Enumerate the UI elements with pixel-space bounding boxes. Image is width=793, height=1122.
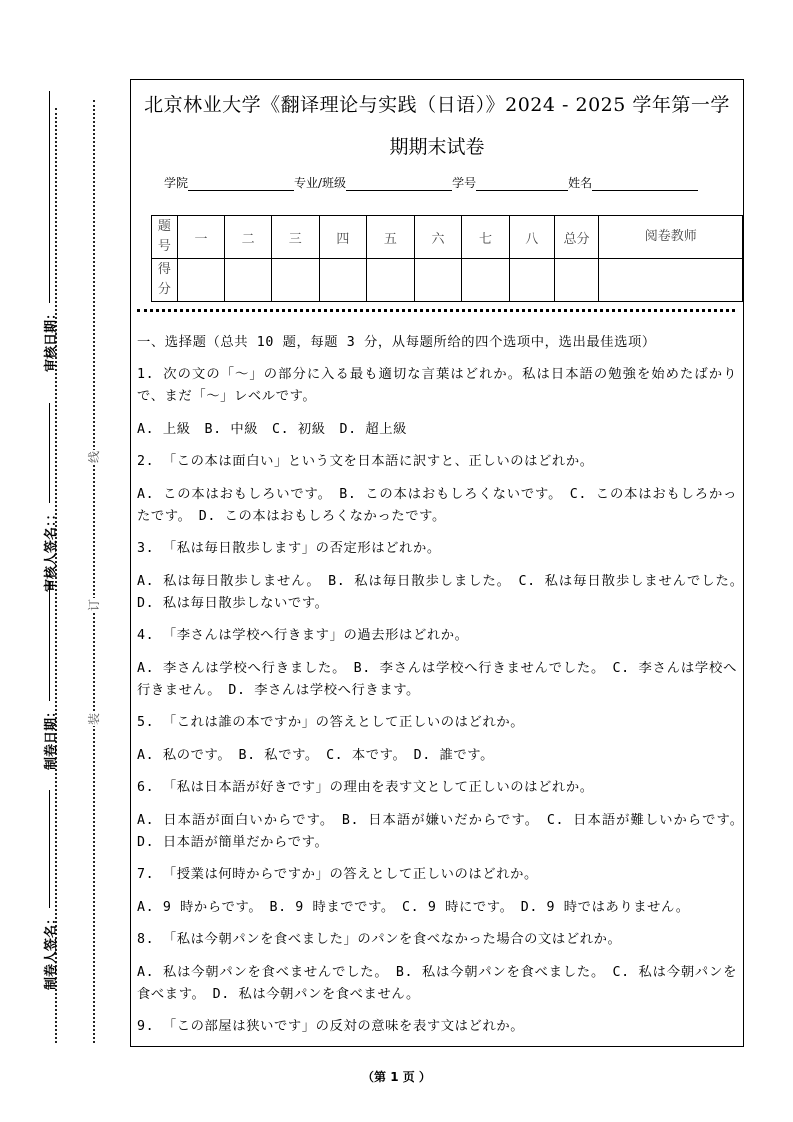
col-6: 六 — [414, 216, 462, 259]
question-3: 3. 「私は毎日散歩します」の否定形はどれか。 — [137, 541, 441, 556]
student-id-input[interactable] — [476, 178, 568, 191]
score-cell-8[interactable] — [509, 259, 554, 302]
question-8-options: A. 私は今朝パンを食べませんでした。 B. 私は今朝パンを食べました。 C. 私は今朝パンを食べます。 D. 私は今朝パンを食べません。 — [137, 964, 737, 1002]
college-label: 学院 — [164, 176, 189, 190]
section-multiple-choice — [137, 332, 751, 1049]
question-9: 9. 「この部屋は狭いです」の反対の意味を表す文はどれか。 — [137, 1019, 525, 1034]
score-cell-grader[interactable] — [599, 259, 743, 302]
question-4: 4. 「李さんは学校へ行きます」の過去形はどれか。 — [137, 628, 469, 643]
question-5: 5. 「これは誰の本ですか」の答えとして正しいのはどれか。 — [137, 715, 525, 730]
col-4: 四 — [319, 216, 367, 259]
binding-mark-zhuang: 装 — [86, 713, 101, 726]
score-table — [151, 215, 743, 302]
reviewer-signature-label: 审核人签名：： — [44, 507, 59, 592]
score-cell-4[interactable] — [319, 259, 367, 302]
paper-date-blank[interactable] — [49, 581, 50, 701]
binding-dotted-line-inner — [93, 100, 95, 1043]
question-6-options: A. 日本語が面白いからです。 B. 日本語が嫌いだからです。 C. 日本語が難しいからです。 D. 日本語が簡単だからです。 — [137, 812, 751, 850]
question-1-options: A. 上級 B. 中級 C. 初級 D. 超上級 — [137, 421, 408, 437]
col-2: 二 — [225, 216, 272, 259]
name-label: 姓名 — [568, 176, 593, 190]
paper-maker-signature-blank[interactable] — [49, 790, 50, 908]
question-1: 1. 次の文の「～」の部分に入る最も適切な言葉はどれか。私は日本語の勉強を始めたばかりで、まだ「～」レベルです。 — [137, 367, 737, 404]
score-cell-5[interactable] — [367, 259, 415, 302]
score-head: 得分 — [152, 259, 178, 302]
question-number-head: 题号 — [152, 216, 178, 259]
score-cell-3[interactable] — [272, 259, 320, 302]
major-class-label: 专业/班级 — [294, 176, 347, 190]
question-4-options: A. 李さんは学校へ行きました。 B. 李さんは学校へ行きませんでした。 C. 李さんは学校へ行きません。 D. 李さんは学校へ行きます。 — [137, 660, 737, 698]
review-date-blank[interactable] — [49, 91, 50, 303]
score-cell-7[interactable] — [462, 259, 510, 302]
exam-subtitle: 期期末试卷 — [389, 136, 485, 158]
question-6: 6. 「私は日本語が好きです」の理由を表す文として正しいのはどれか。 — [137, 780, 594, 795]
score-table-score-row — [152, 259, 743, 302]
review-date-label: 审核日期： — [44, 306, 59, 372]
reviewer-signature-blank[interactable] — [49, 403, 50, 503]
score-cell-total[interactable] — [554, 259, 599, 302]
col-8: 八 — [509, 216, 554, 259]
question-2: 2. 「この本は面白い」という文を日本語に訳すと、正しいのはどれか。 — [137, 454, 594, 469]
student-id-label: 学号 — [452, 176, 477, 190]
page-number: （第 1 页 ） — [362, 1070, 431, 1084]
score-cell-1[interactable] — [177, 259, 225, 302]
question-2-options: A. この本はおもしろいです。 B. この本はおもしろくないです。 C. この本はおもしろかったです。 D. この本はおもしろくなかったです。 — [137, 486, 737, 524]
question-5-options: A. 私のです。 B. 私です。 C. 本です。 D. 誰です。 — [137, 747, 494, 763]
col-total: 总分 — [554, 216, 599, 259]
col-7: 七 — [462, 216, 510, 259]
question-7: 7. 「授業は何時からですか」の答えとして正しいのはどれか。 — [137, 867, 538, 882]
question-8: 8. 「私は今朝パンを食べました」のパンを食べなかった場合の文はどれか。 — [137, 932, 622, 947]
score-cell-6[interactable] — [414, 259, 462, 302]
col-grader: 阅卷教师 — [599, 216, 743, 259]
paper-maker-signature-label: 制卷人签名： — [44, 911, 59, 990]
name-input[interactable] — [592, 178, 698, 191]
score-cell-2[interactable] — [225, 259, 272, 302]
col-3: 三 — [272, 216, 320, 259]
exam-paper-frame — [130, 79, 751, 1047]
paper-date-label: 制卷日期： — [44, 704, 59, 770]
dotted-separator — [137, 309, 735, 312]
col-1: 一 — [177, 216, 225, 259]
major-class-input[interactable] — [346, 178, 452, 191]
exam-title: 北京林业大学《翻译理论与实践（日语）》2024 - 2025 学年第一学 — [144, 94, 730, 116]
binding-mark-ding: 订 — [86, 599, 101, 612]
college-input[interactable] — [188, 178, 294, 191]
binding-mark-xian: 线 — [86, 451, 101, 464]
col-5: 五 — [367, 216, 415, 259]
section-heading: 一、选择题（总共 10 题，每题 3 分，从每题所给的四个选项中，选出最佳选项） — [137, 335, 656, 350]
score-table-header-row — [152, 216, 743, 259]
question-7-options: A. 9 時からです。 B. 9 時までです。 C. 9 時にです。 D. 9 時ではありません。 — [137, 899, 690, 915]
question-3-options: A. 私は毎日散歩しません。 B. 私は毎日散歩しました。 C. 私は毎日散歩しませんでした。 D. 私は毎日散歩しないです。 — [137, 573, 751, 611]
student-info-row — [164, 174, 698, 191]
